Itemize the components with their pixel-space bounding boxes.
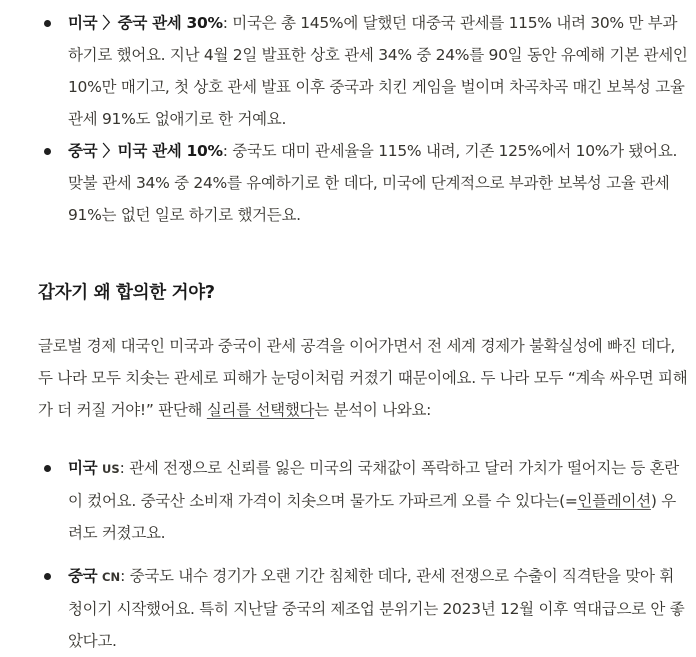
bullet-icon [44,20,51,27]
list-item-label: 중국 〉미국 관세 10% [68,142,223,160]
list-item: 미국 〉중국 관세 30%: 미국은 총 145%에 달했던 대중국 관세를 115% 내려 30% 만 부과하기로 했어요. 지난 4월 2일 발표한 상호 관세 34% 중 24%를 90일 동안 유예해 기본 관세인 10%만 매기고, 첫 상호 관세 발표 이후 중국과 치킨 게임을 벌이며 차곡차곡 매긴 보복성 고율 관세 91%도 없애기로 한 거예요. [38,7,688,135]
bullet-icon [44,573,51,580]
list-item-label: 중국 [68,567,98,585]
list-item-text: 중국도 대미 관세율을 115% 내려, 기존 125%에서 10%가 됐어요. 맞불 관세 34% 중 24%를 유예하기로 한 데다, 미국에 단계적으로 부과한 보복성 고율 관세 91%는 없던 일로 하기로 했거든요. [68,142,678,224]
us-flag-icon: US [102,462,120,476]
inline-link[interactable]: 인플레이션 [577,492,651,510]
reason-list [38,452,688,657]
list-item: 중국 〉미국 관세 10%: 중국도 대미 관세율을 115% 내려, 기존 125%에서 10%가 됐어요. 맞불 관세 34% 중 24%를 유예하기로 한 데다, 미국에 단계적으로 부과한 보복성 고율 관세 91%는 없던 일로 하기로 했거든요. [38,135,688,231]
bullet-icon [44,148,51,155]
inline-link[interactable]: 실리를 선택했다 [206,401,315,419]
list-item-label: 미국 [68,459,98,477]
cn-flag-icon: CN [102,570,121,584]
list-item-text: 미국은 총 145%에 달했던 대중국 관세를 115% 내려 30% 만 부과하기로 했어요. 지난 4월 2일 발표한 상호 관세 34% 중 24%를 90일 동안 유예해 기본 관세인 10%만 매기고, 첫 상호 관세 발표 이후 중국과 치킨 게임을 벌이며 차곡차곡 매긴 보복성 고율 관세 91%도 없애기로 한 거예요. [68,14,688,128]
article-body [38,0,688,657]
list-item-label: 미국 〉중국 관세 30% [68,14,223,32]
tariff-list [38,7,688,231]
list-item: 중국 CN: 중국도 내수 경기가 오랜 기간 침체한 데다, 관세 전쟁으로 수출이 직격탄을 맞아 휘청이기 시작했어요. 특히 지난달 중국의 제조업 분위기는 2023년 12월 이후 역대급으로 안 좋았다고. [38,560,688,657]
section-heading: 갑자기 왜 합의한 거야? [38,283,215,303]
bullet-icon [44,465,51,472]
body-paragraph: 글로벌 경제 대국인 미국과 중국이 관세 공격을 이어가면서 전 세계 경제가 불확실성에 빠진 데다, 두 나라 모두 치솟는 관세로 피해가 눈덩이처럼 커졌기 때문이에요. 두 나라 모두 “계속 싸우면 피해가 더 커질 거야!” 판단해 실리를 선택했다는 분석이 나와요: [38,337,688,419]
list-item: 미국 US: 관세 전쟁으로 신뢰를 잃은 미국의 국채값이 폭락하고 달러 가치가 떨어지는 등 혼란이 컸어요. 중국산 소비재 가격이 치솟으며 물가도 가파르게 오를 수 있다는(=인플레이션) 우려도 커졌고요. [38,452,688,560]
